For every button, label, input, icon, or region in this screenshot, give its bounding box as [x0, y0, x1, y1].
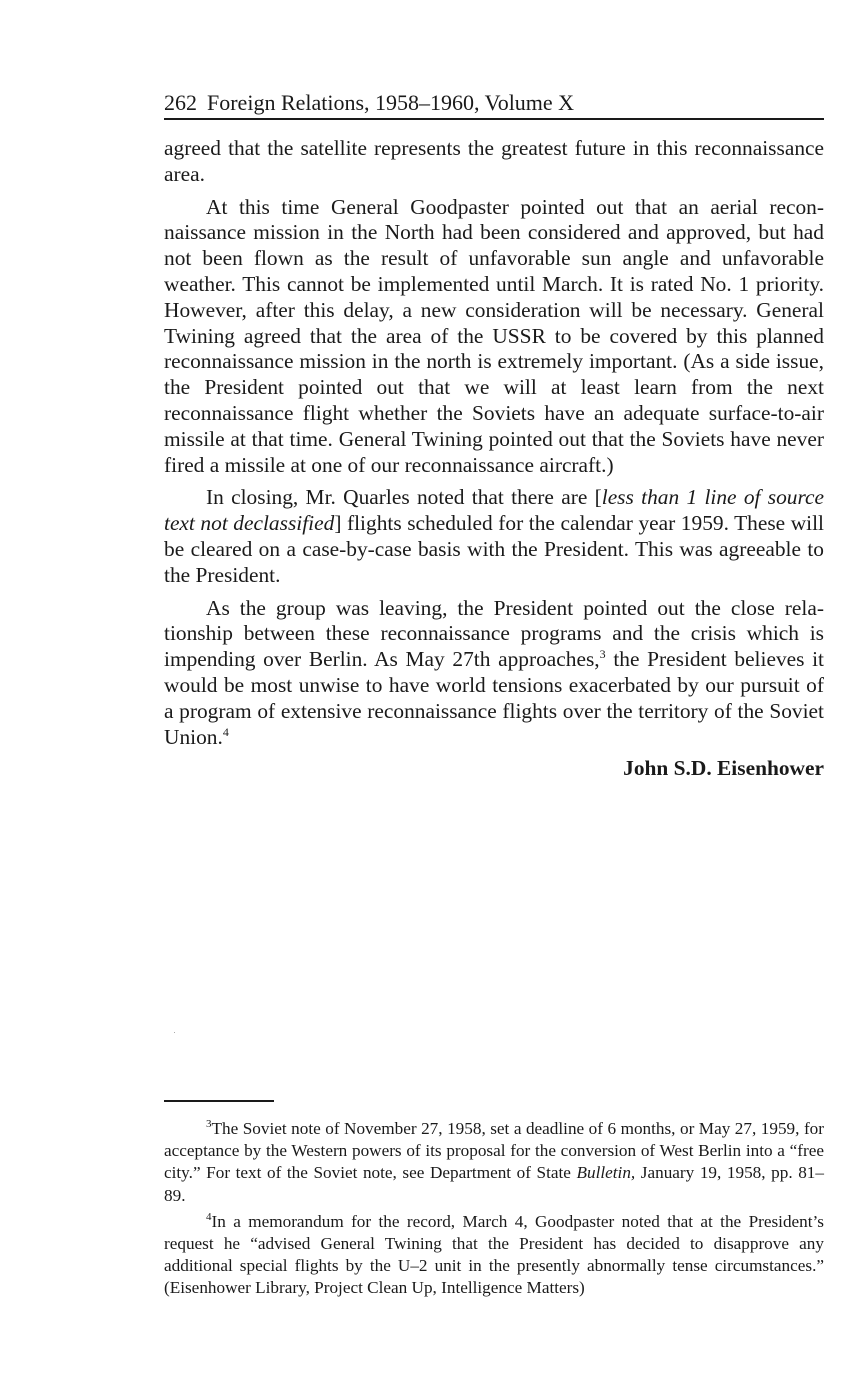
paragraph-4: [164, 596, 824, 751]
body-text: [164, 136, 824, 750]
footnote-3-end: January 19, 1958, pp. 81–89.: [164, 1163, 824, 1205]
paragraph-4-middle: the President believes it would be most unwise to have world tensions exacerbated by our pursuit of a program of extensive reconnaissance flights over the territory of the Soviet Union.: [164, 647, 824, 749]
running-head: [164, 88, 824, 120]
page-number: 262: [164, 90, 197, 115]
footnote-3-italic: Bulletin,: [576, 1163, 636, 1183]
footnote-3-start: The Soviet note of November 27, 1958, set a deadline of 6 months, or May 27, 1959, for acceptance by the Western powers of its proposal for the conversion of West Berlin into a “free city.” For text of the Soviet note, see Department of State: [164, 1119, 824, 1183]
paragraph-4-start: As the group was leaving, the President pointed out the close relationship between these reconnaissance programs and the crisis which is impending over Berlin. As May 27th approaches,: [164, 595, 824, 672]
footnote-marker-3: 3: [206, 1118, 212, 1130]
footnote-marker-4: 4: [206, 1210, 212, 1223]
scan-speck: [174, 1032, 175, 1033]
paragraph-1: agreed that the satellite represents the greatest future in this reconnaissance area.: [164, 136, 824, 186]
signature: John S.D. Eisenhower: [623, 756, 824, 781]
footnote-ref-3[interactable]: 3: [599, 647, 606, 662]
footnote-4: [164, 1211, 824, 1300]
declassification-note: less than 1 line of source text not declassified: [164, 485, 824, 536]
footnotes: [164, 1118, 824, 1304]
footnote-4-text: In a memorandum for the record, March 4, Goodpaster noted that at the President’s request he “advised General Twining that the President has decided to disapprove any additional special flights by the U–2 unit in the presently abnormally tense circumstances.” (Eisenhower Library, Project Clean Up, Intelligence Matters): [164, 1211, 824, 1298]
paragraph-2: At this time General Goodpaster pointed out that an aerial reconnaissance mission in the North had been considered and approved, but had not been flown as the result of unfavorable sun angle and unfavorable weather. This cannot be implemented until March. It is rated No. 1 priority. However, after this delay, a new consideration will be necessary. General Twining agreed that the area of the USSR to be covered by this planned reconnaissance mission in the north is extremely important. (As a side issue, the President pointed out that we will at least learn from the next reconnaissance flight whether the Soviets have an adequate surface-to-air missile at that time. General Twining pointed out that the Soviets have never fired a missile at one of our reconnaissance aircraft.): [164, 194, 824, 477]
document-page: [164, 88, 824, 781]
footnote-ref-4[interactable]: 4: [222, 724, 229, 739]
footnote-divider: [164, 1100, 274, 1102]
paragraph-3: [164, 485, 824, 588]
running-head-title: Foreign Relations, 1958–1960, Volume X: [207, 90, 575, 115]
footnote-3: [164, 1118, 824, 1207]
paragraph-3-end: ] flights scheduled for the calendar year 1959. These will be cleared on a case-by-case basis with the President. This was agreeable to the President.: [164, 511, 824, 587]
paragraph-3-start: In closing, Mr. Quarles noted that there are [: [206, 485, 602, 510]
